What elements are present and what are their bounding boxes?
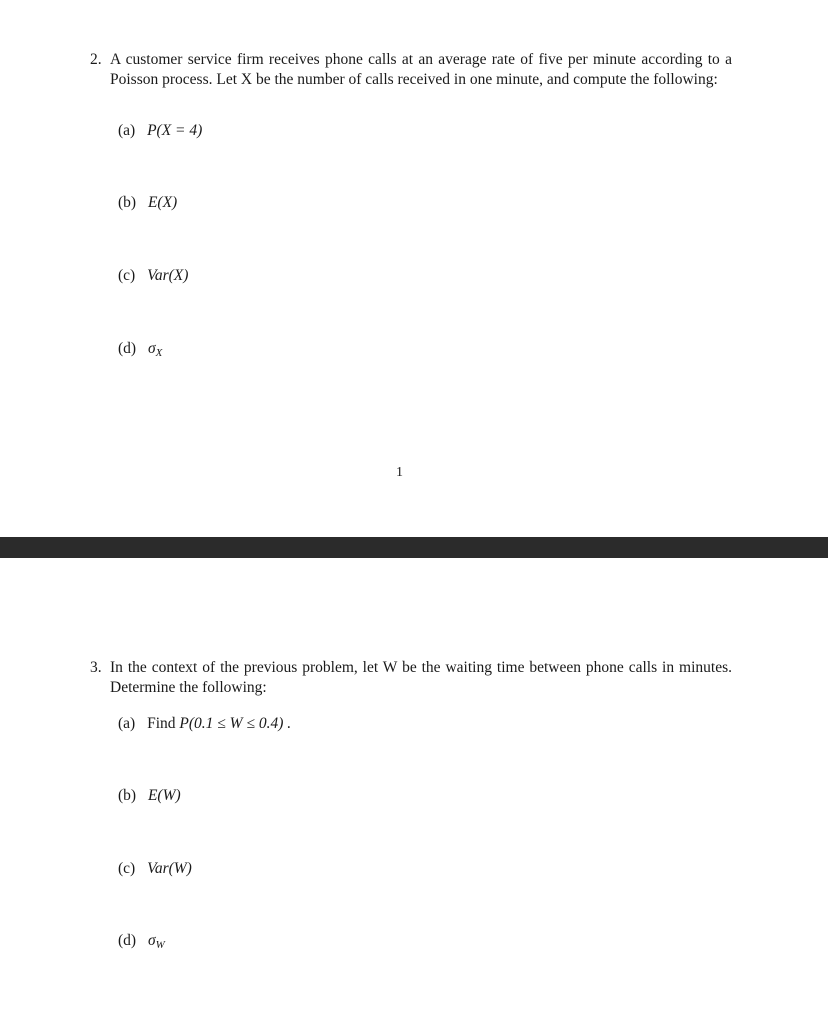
part-expression: Var(X): [147, 267, 189, 284]
problem-number: 2.: [90, 51, 102, 68]
problem-number: 3.: [90, 659, 102, 676]
part-expression: P(0.1 ≤ W ≤ 0.4) .: [179, 715, 292, 732]
part-expression: Var(W): [147, 860, 192, 877]
part-expression: σ: [147, 932, 156, 949]
part-a: [118, 121, 202, 140]
part-expression: P(X = 4): [147, 122, 203, 139]
problem-statement: In the context of the previous problem, let W be the waiting time between phone calls in minutes. Determine the following:: [110, 659, 732, 696]
part-label: (b): [118, 194, 137, 211]
part-a: [118, 714, 291, 733]
part-label: (b): [118, 787, 137, 804]
part-expression: E(X): [147, 194, 178, 211]
problem-3: [90, 658, 732, 697]
part-label: (a): [118, 715, 136, 732]
part-c: [118, 266, 188, 285]
part-subscript: X: [155, 347, 163, 359]
part-b: [118, 193, 177, 212]
part-d: [118, 931, 165, 955]
page-number: 1: [396, 465, 403, 480]
part-c: [118, 859, 192, 878]
part-prefix: Find: [147, 715, 176, 732]
part-label: (d): [118, 932, 137, 949]
part-b: [118, 786, 181, 805]
part-d: [118, 339, 162, 363]
part-expression: σ: [147, 340, 156, 357]
problem-2: [90, 50, 732, 89]
part-label: (d): [118, 340, 137, 357]
problem-statement: A customer service firm receives phone calls at an average rate of five per minute according to a Poisson process. Let X be the number of calls received in one minute, and compute the following:: [110, 51, 732, 88]
part-label: (c): [118, 860, 136, 877]
document-page-2: [0, 558, 828, 1019]
page-divider: [0, 537, 828, 558]
part-label: (a): [118, 122, 136, 139]
part-expression: E(W): [147, 787, 181, 804]
part-label: (c): [118, 267, 136, 284]
part-subscript: W: [155, 939, 165, 951]
